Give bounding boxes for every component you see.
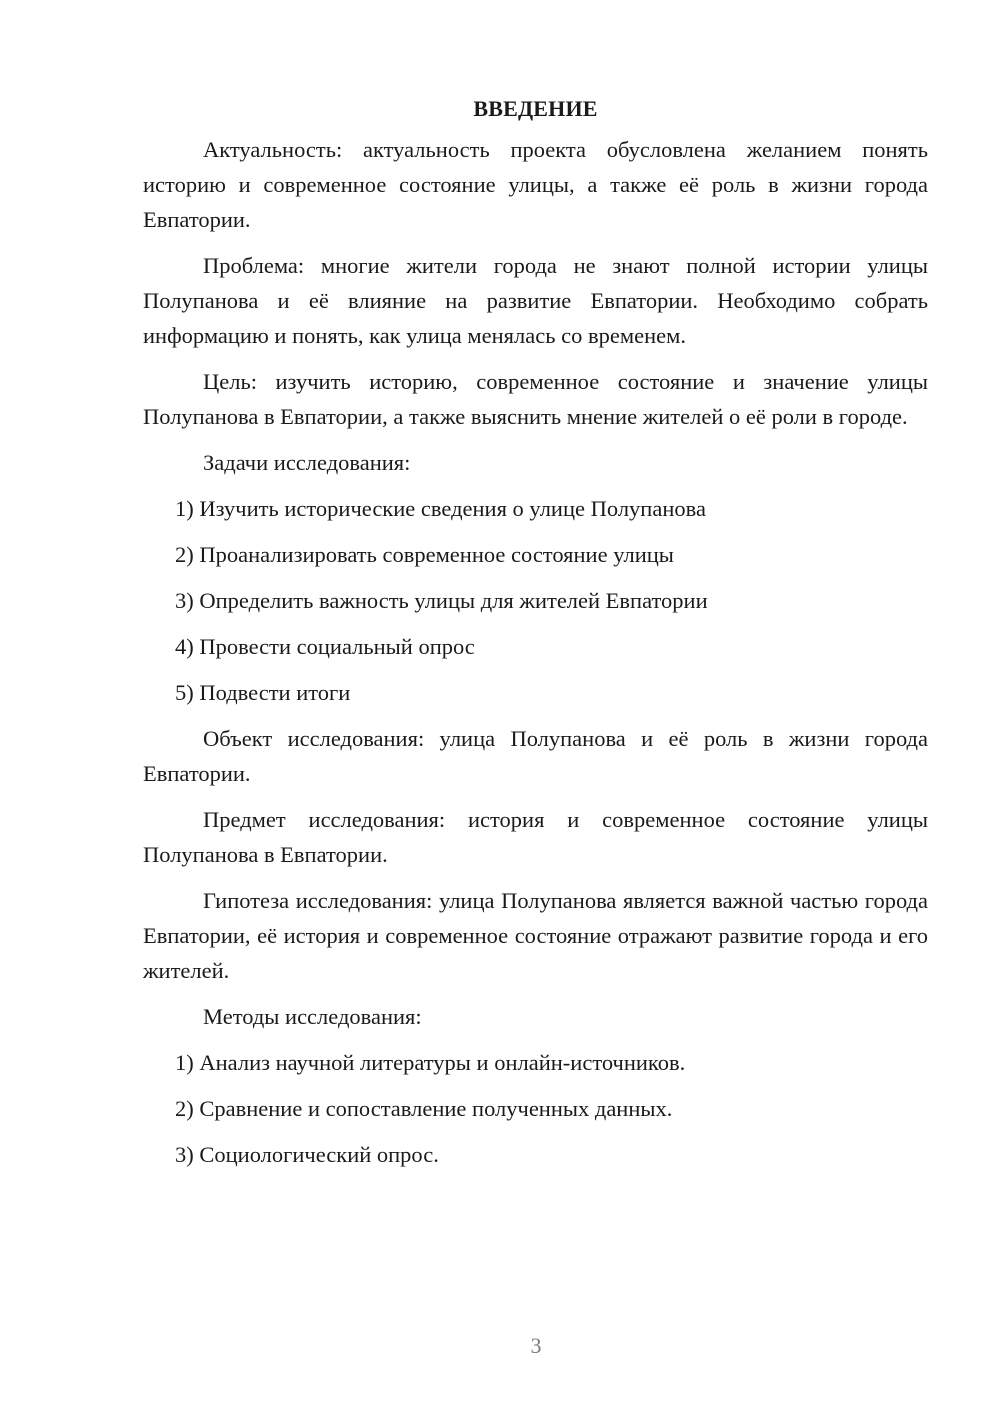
- problem-paragraph: Проблема: многие жители города не знают полной истории улицы Полупанова и её влияние на развитие Евпатории. Необходимо собрать информацию и понять, как улица менялась со временем.: [143, 253, 928, 348]
- document-page: [143, 92, 928, 1183]
- tasks-list: [143, 491, 928, 710]
- list-item: 5) Подвести итоги: [175, 680, 351, 705]
- list-item: 3) Социологический опрос.: [175, 1142, 439, 1167]
- hypothesis-paragraph: Гипотеза исследования: улица Полупанова является важной частью города Евпатории, её история и современное состояние отражают развитие города и его жителей.: [143, 888, 928, 983]
- list-item: 4) Провести социальный опрос: [175, 634, 475, 659]
- page-number: 3: [530, 1333, 542, 1358]
- list-item: 1) Изучить исторические сведения о улице Полупанова: [175, 496, 706, 521]
- relevance-paragraph: Актуальность: актуальность проекта обусловлена желанием понять историю и современное состояние улицы, а также её роль в жизни города Евпатории.: [143, 137, 928, 232]
- list-item: 2) Сравнение и сопоставление полученных данных.: [175, 1096, 673, 1121]
- methods-title: Методы исследования:: [203, 1004, 422, 1029]
- list-item: 2) Проанализировать современное состояние улицы: [175, 542, 674, 567]
- object-paragraph: Объект исследования: улица Полупанова и её роль в жизни города Евпатории.: [143, 726, 928, 786]
- goal-paragraph: Цель: изучить историю, современное состояние и значение улицы Полупанова в Евпатории, а также выяснить мнение жителей о её роли в городе.: [143, 369, 928, 429]
- tasks-title: Задачи исследования:: [203, 450, 411, 475]
- subject-paragraph: Предмет исследования: история и современное состояние улицы Полупанова в Евпатории.: [143, 807, 928, 867]
- list-item: 1) Анализ научной литературы и онлайн-источников.: [175, 1050, 686, 1075]
- section-heading: ВВЕДЕНИЕ: [473, 96, 598, 121]
- list-item: 3) Определить важность улицы для жителей Евпатории: [175, 588, 708, 613]
- methods-list: [143, 1045, 928, 1172]
